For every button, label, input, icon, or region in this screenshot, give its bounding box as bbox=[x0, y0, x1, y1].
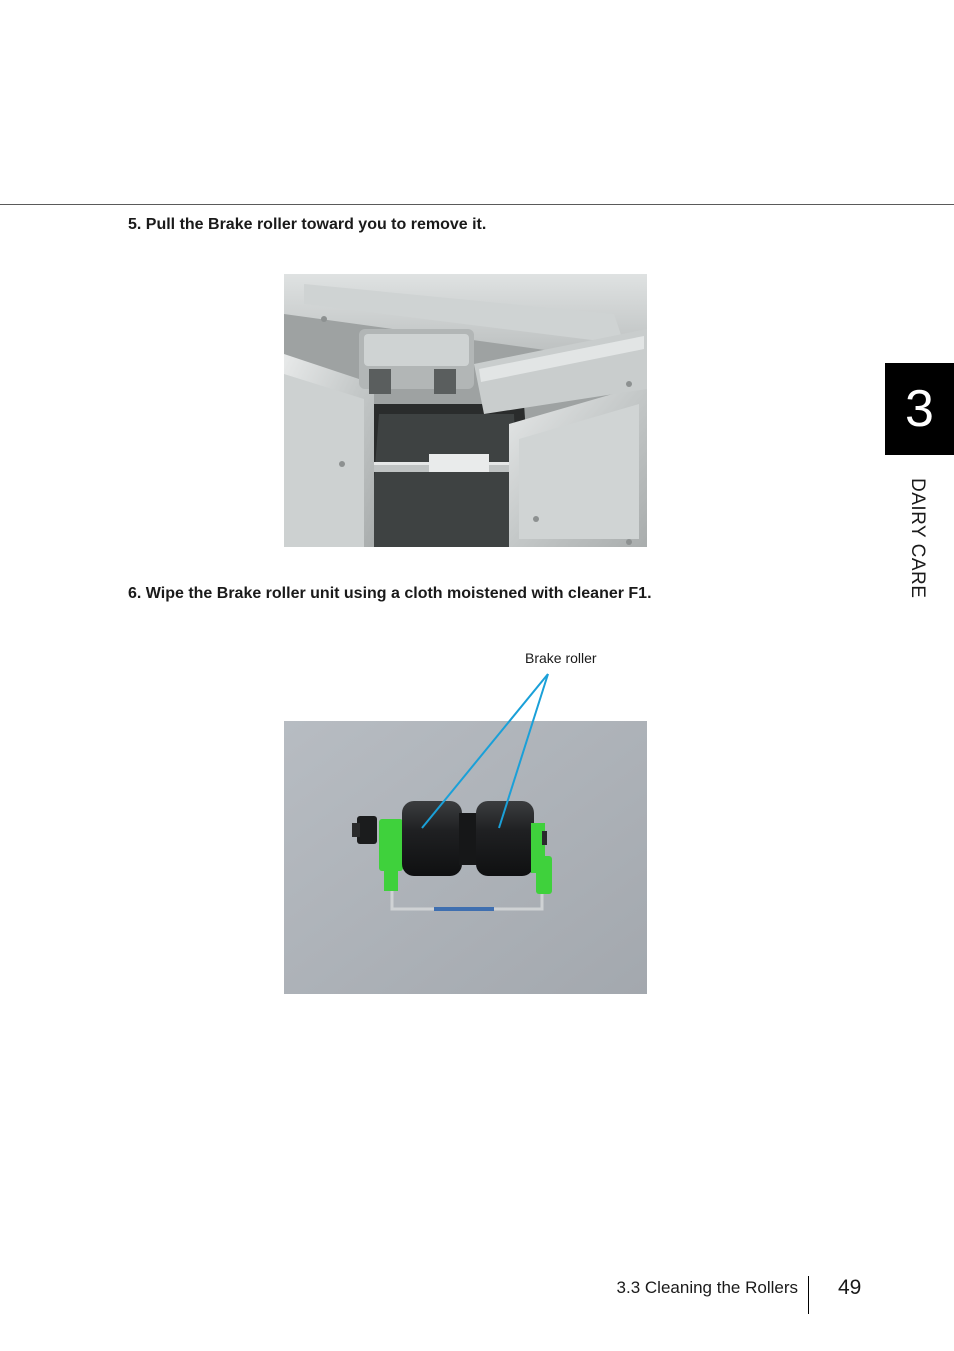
scanner-interior-photo bbox=[284, 274, 647, 547]
footer-section-title: 3.3 Cleaning the Rollers bbox=[616, 1278, 798, 1297]
page-number: 49 bbox=[838, 1276, 862, 1299]
brake-roller-callout-label: Brake roller bbox=[525, 650, 597, 666]
footer-divider bbox=[808, 1276, 809, 1314]
step-6-instruction: 6. Wipe the Brake roller unit using a cloth moistened with cleaner F1. bbox=[128, 585, 652, 602]
chapter-number-tab: 3 bbox=[885, 363, 954, 455]
header-rule bbox=[0, 204, 954, 205]
chapter-title-vertical: DAIRY CARE bbox=[907, 478, 928, 599]
step-5-instruction: 5. Pull the Brake roller toward you to remove it. bbox=[128, 216, 487, 233]
brake-roller-unit-photo bbox=[284, 721, 647, 994]
